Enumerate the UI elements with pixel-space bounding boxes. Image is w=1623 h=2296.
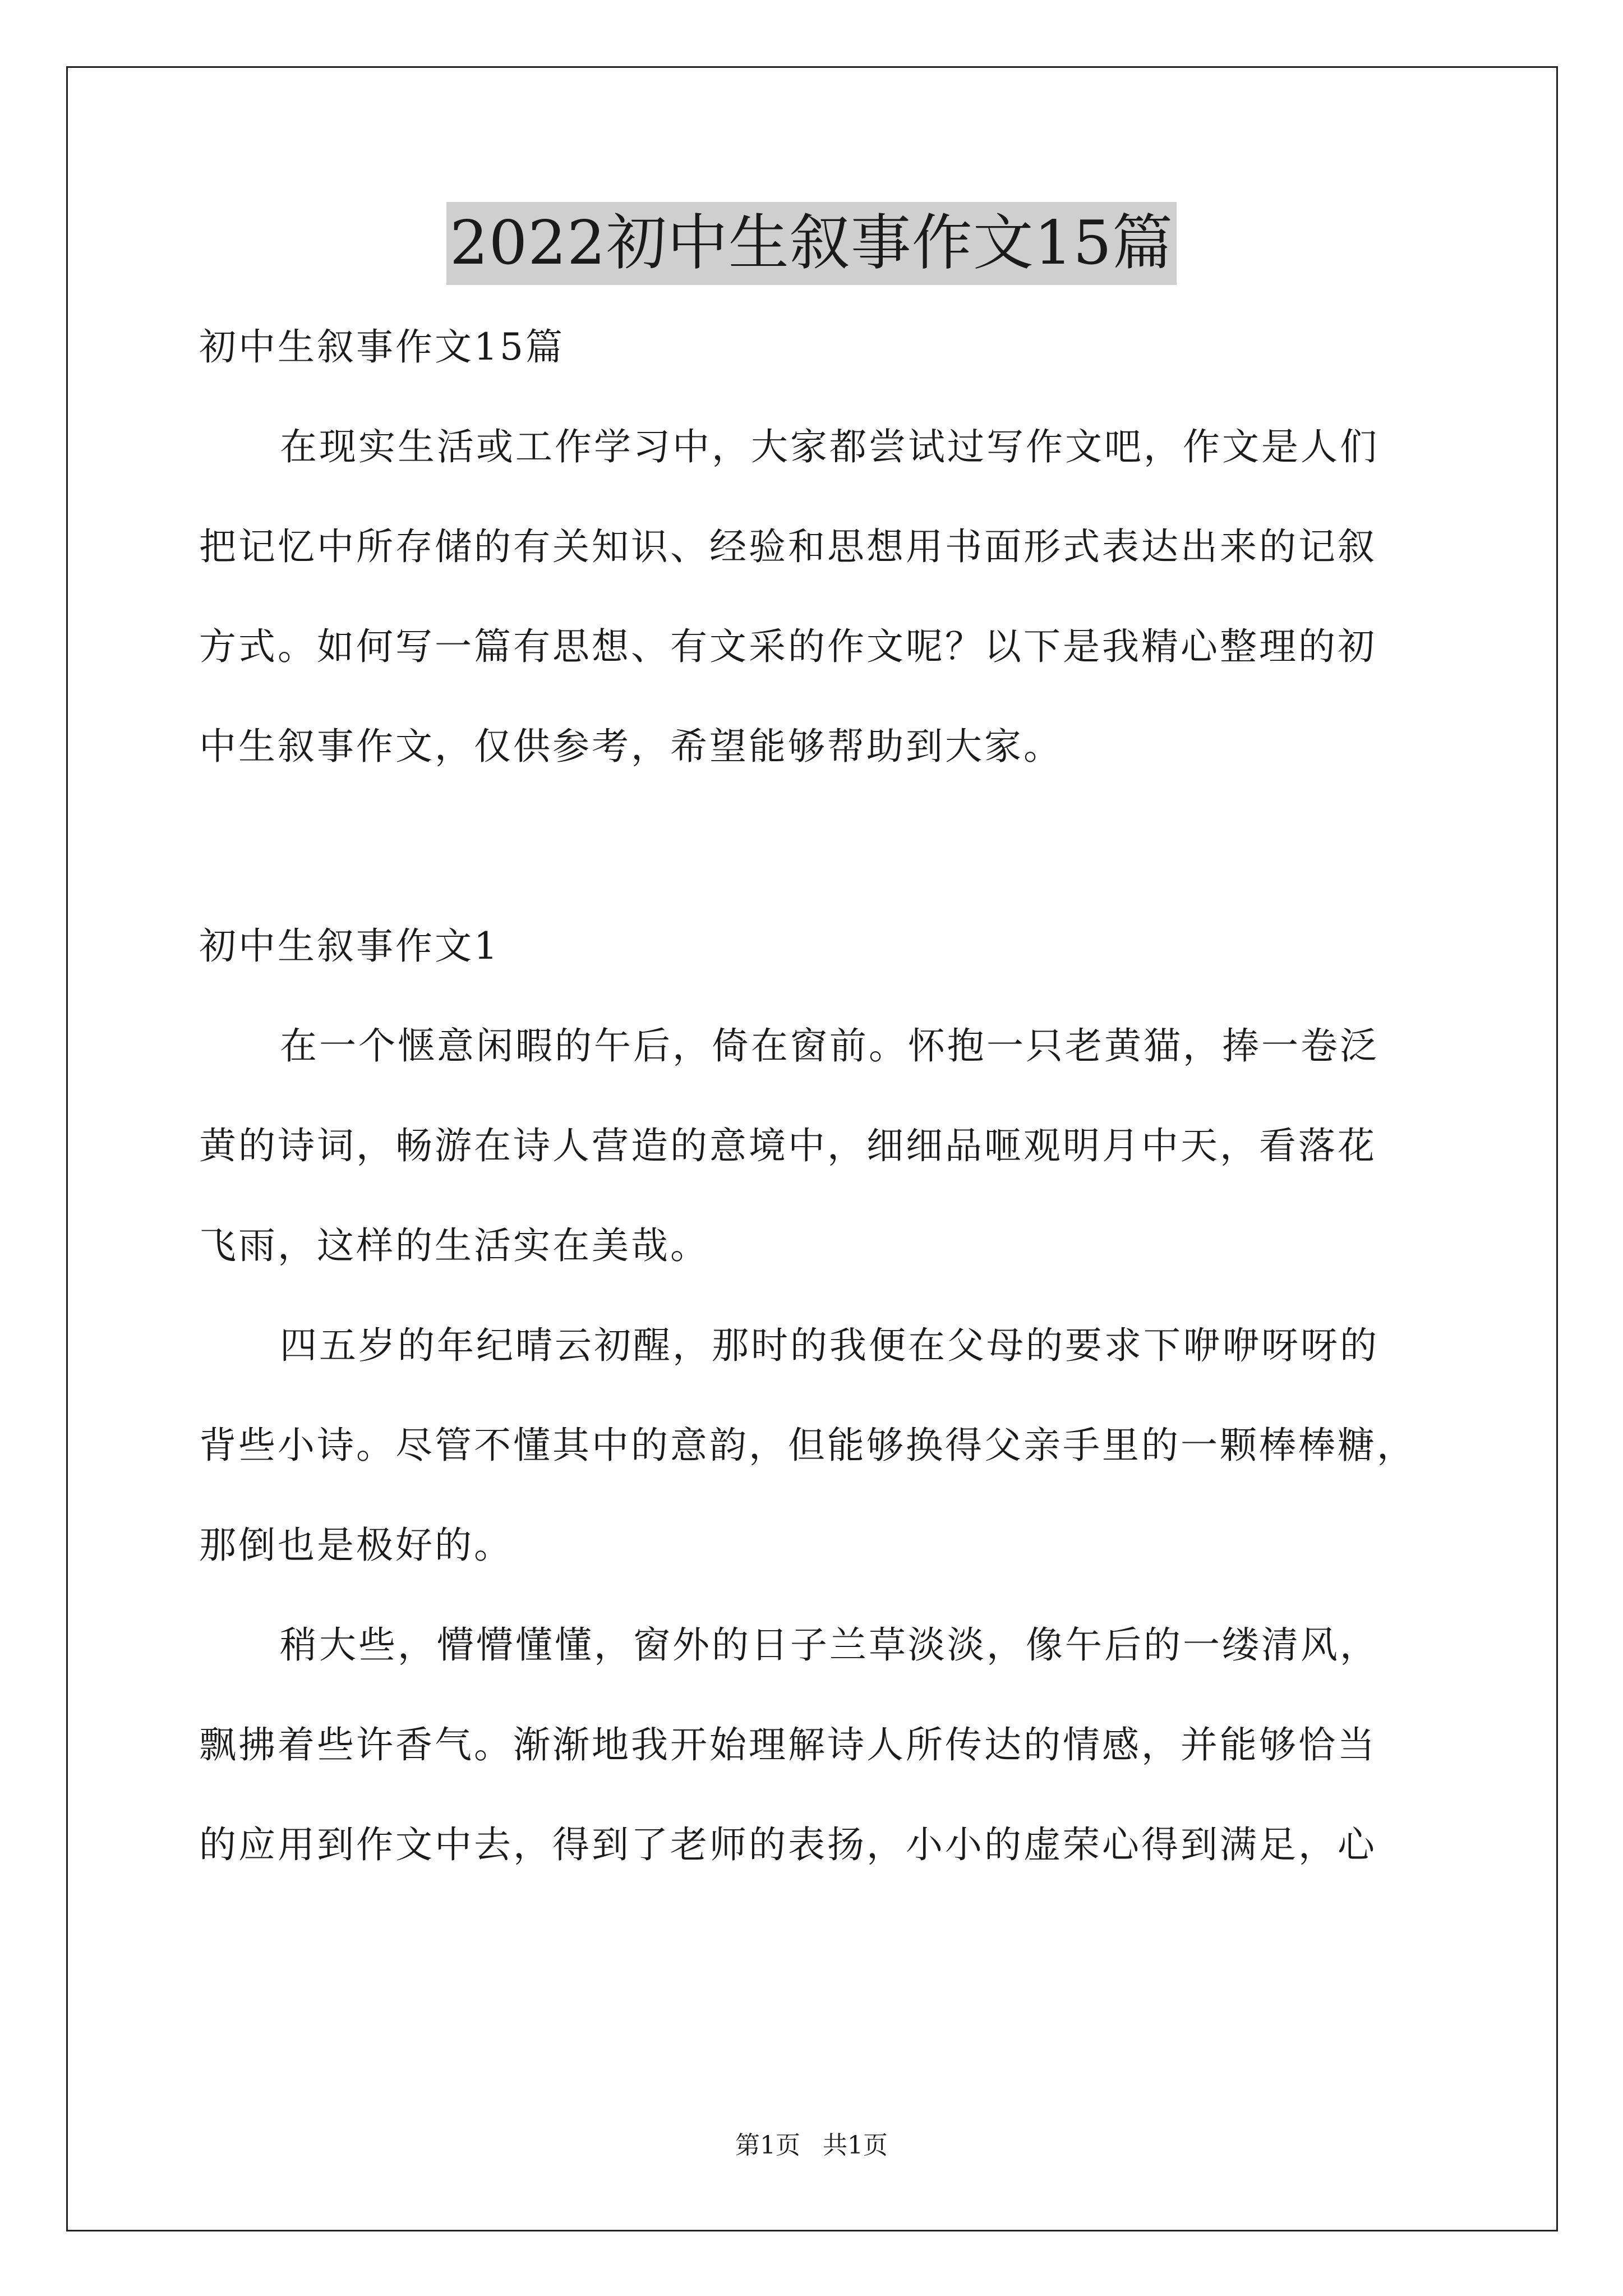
page-total: 共1页: [823, 2131, 888, 2160]
intro-line: 在现实生活或工作学习中，大家都尝试过写作文吧，作文是人们: [280, 425, 1379, 468]
paragraph1-line: 飞雨，这样的生活实在美哉。: [199, 1224, 709, 1267]
document-title: 2022初中生叙事作文15篇: [446, 202, 1177, 285]
paragraph3-line: 飘拂着些许香气。渐渐地我开始理解诗人所传达的情感，并能够恰当: [199, 1723, 1377, 1766]
page-footer: [0, 2129, 1623, 2162]
title-container: [0, 202, 1623, 285]
paragraph2-line: 背些小诗。尽管不懂其中的意韵，但能够换得父亲手里的一颗棒棒糖，: [199, 1424, 1416, 1467]
paragraph1-line: 黄的诗词，畅游在诗人营造的意境中，细细品咂观明月中天，看落花: [199, 1124, 1377, 1167]
document-subtitle: 初中生叙事作文15篇: [199, 325, 565, 369]
paragraph1-line: 在一个惬意闲暇的午后，倚在窗前。怀抱一只老黄猫，捧一卷泛: [280, 1024, 1379, 1068]
intro-line: 把记忆中所存储的有关知识、经验和思想用书面形式表达出来的记叙: [199, 525, 1377, 568]
page-number: 第1页: [735, 2131, 800, 2160]
paragraph3-line: 的应用到作文中去，得到了老师的表扬，小小的虚荣心得到满足，心: [199, 1823, 1377, 1866]
paragraph2-line: 四五岁的年纪晴云初醒，那时的我便在父母的要求下咿咿呀呀的: [280, 1324, 1379, 1367]
intro-line: 中生叙事作文，仅供参考，希望能够帮助到大家。: [199, 725, 1063, 768]
intro-line: 方式。如何写一篇有思想、有文采的作文呢？以下是我精心整理的初: [199, 625, 1377, 668]
blank-spacer: [199, 797, 1427, 896]
paragraph3-line: 稍大些，懵懵懂懂，窗外的日子兰草淡淡，像午后的一缕清风，: [280, 1623, 1379, 1667]
document-body: [199, 297, 1427, 1895]
section-heading: 初中生叙事作文1: [199, 924, 500, 968]
paragraph2-line: 那倒也是极好的。: [199, 1524, 513, 1567]
